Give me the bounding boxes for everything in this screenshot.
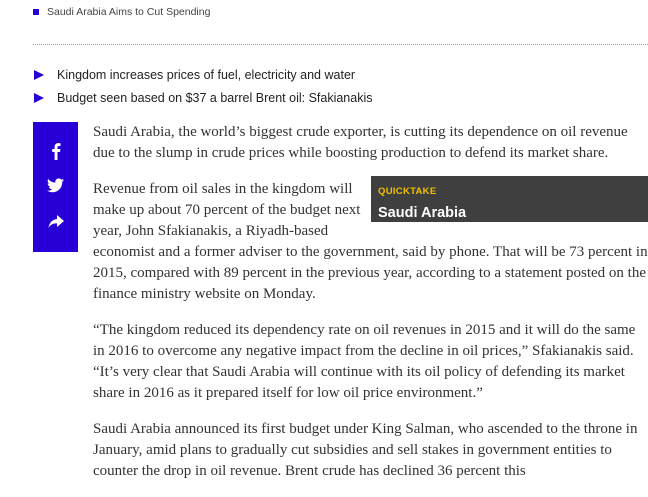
share-button[interactable] (33, 215, 78, 229)
summary-bullet-text: Budget seen based on $37 a barrel Brent oil: Sfakianakis (57, 90, 373, 105)
summary-bullet (33, 86, 373, 109)
twitter-icon (47, 178, 64, 193)
facebook-share-button[interactable] (33, 142, 78, 160)
twitter-share-button[interactable] (33, 178, 78, 193)
article-body (93, 122, 648, 497)
summary-bullets (33, 63, 373, 109)
triangle-bullet-icon (34, 70, 44, 80)
article-paragraph: Saudi Arabia, the world’s biggest crude exporter, is cutting its dependence on oil revenue due to the slump in crude prices while boosting production to defend its market share. (93, 124, 628, 161)
dotted-divider (33, 44, 648, 45)
breadcrumb-label[interactable]: Saudi Arabia Aims to Cut Spending (47, 6, 211, 18)
article-paragraph: Saudi Arabia announced its first budget under King Salman, who ascended to the throne in January, amid plans to gradually cut subsidies and sell stakes in government entities to counter the drop in oil revenue. Brent crude has declined 36 percent this (93, 421, 638, 479)
share-arrow-icon (48, 215, 64, 229)
share-bar (33, 122, 78, 252)
summary-bullet-text: Kingdom increases prices of fuel, electricity and water (57, 67, 356, 82)
article-paragraph: “The kingdom reduced its dependency rate on oil revenues in 2015 and it will do the same in 2016 to overcome any negative impact from the decline in oil prices,” Sfakianakis said. “It’s very clear that Saudi Arabia will continue with its oil policy of defending its market share in 2016 as it prepared itself for low oil price environment.” (93, 322, 636, 401)
quicktake-label: QUICKTAKE (378, 186, 437, 197)
triangle-bullet-icon (34, 93, 44, 103)
summary-bullet (33, 63, 373, 86)
breadcrumb[interactable] (33, 6, 210, 18)
facebook-icon (48, 142, 64, 160)
article-paragraph: Revenue from oil sales in the kingdom will make up about 70 percent of the budget next year, John Sfakianakis, a Riyadh-based economist and a former adviser to the government, said by phone. That will be 73 percent in 2015, compared with 89 percent in the previous year, according to a statement posted on the finance ministry website on Monday. (93, 181, 648, 302)
breadcrumb-square-icon (33, 9, 39, 15)
quicktake-box[interactable] (371, 176, 648, 222)
quicktake-title[interactable]: Saudi Arabia (378, 205, 467, 221)
